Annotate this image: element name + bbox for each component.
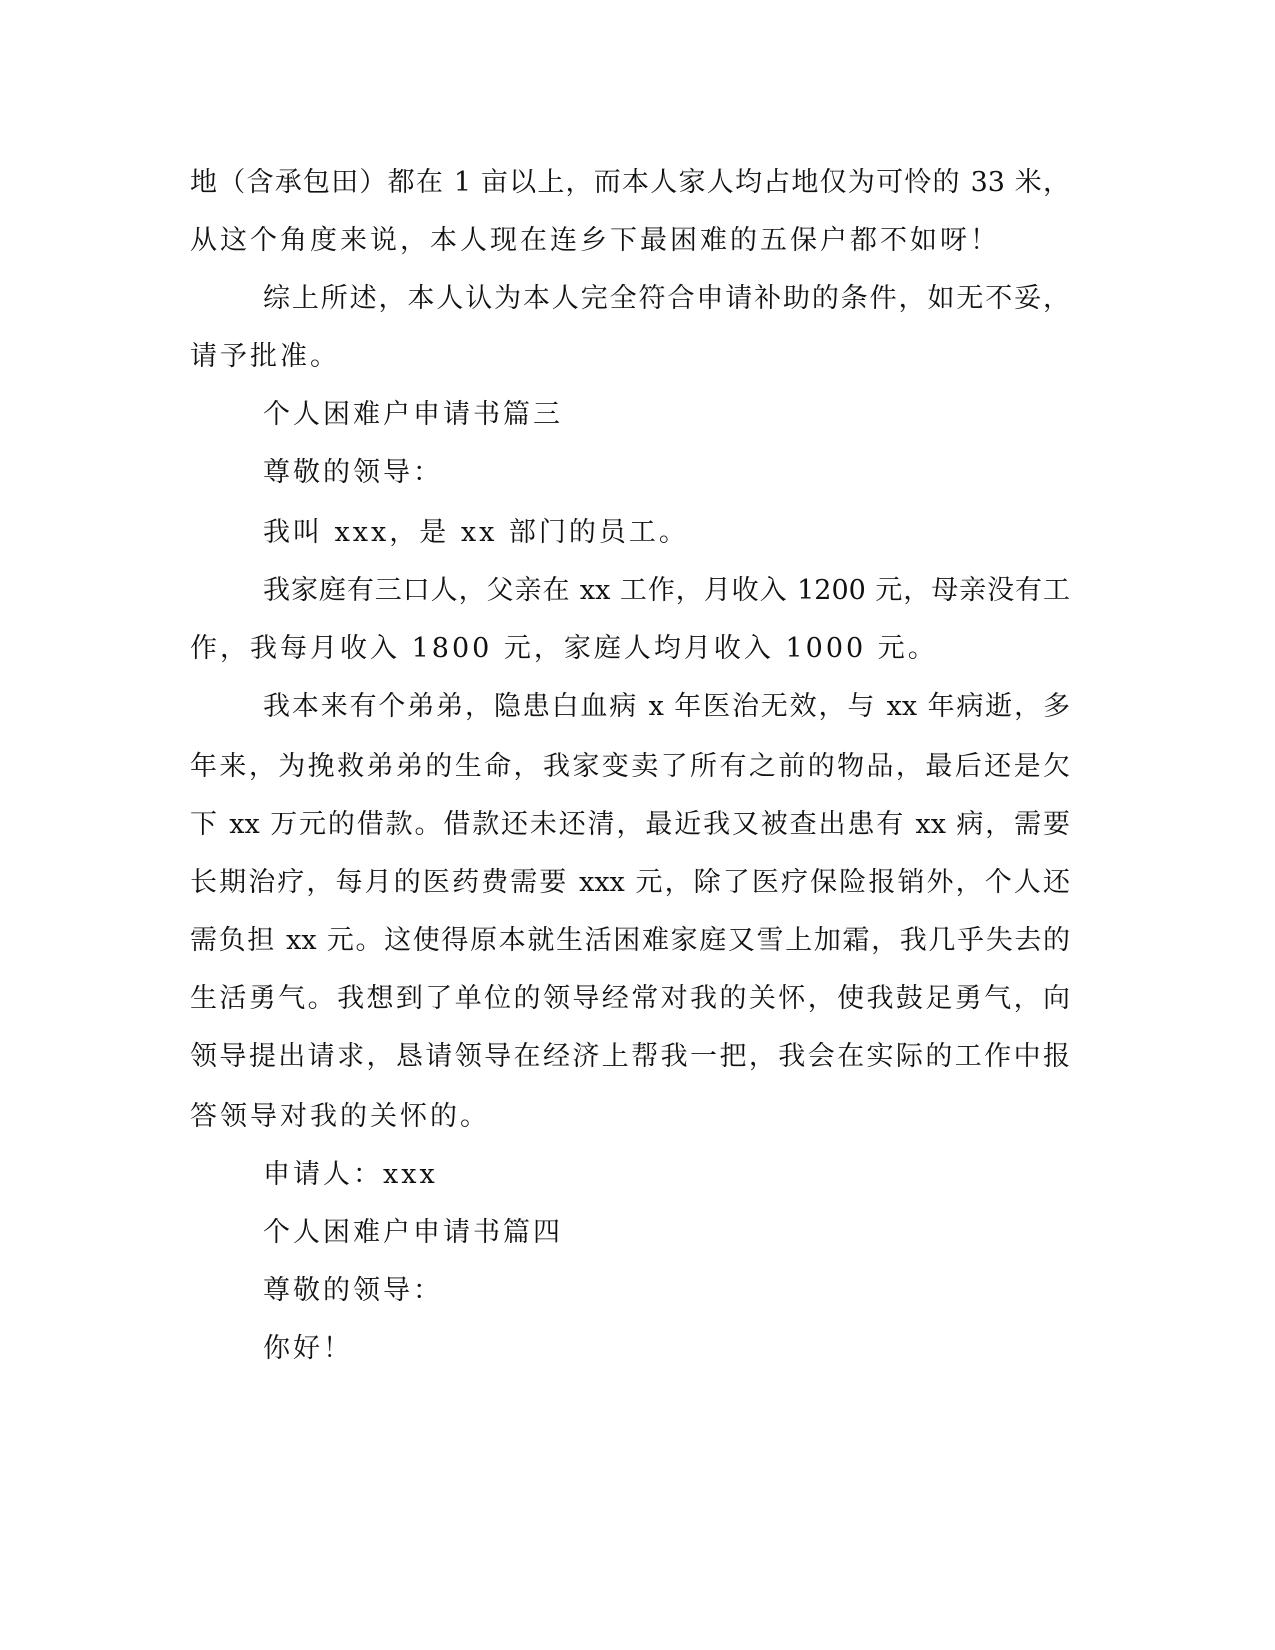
paragraph-line: 需负担 xx 元。这使得原本就生活困难家庭又雪上加霜，我几乎失去的 bbox=[190, 925, 1070, 956]
paragraph-line: 地（含承包田）都在 1 亩以上，而本人家人均占地仅为可怜的 33 米， bbox=[190, 167, 1070, 198]
paragraph-line: 年来，为挽救弟弟的生命，我家变卖了所有之前的物品，最后还是欠 bbox=[190, 751, 1070, 782]
paragraph-line: 作，我每月收入 1800 元，家庭人均月收入 1000 元。 bbox=[190, 633, 938, 664]
paragraph-line: 请予批准。 bbox=[190, 341, 340, 372]
paragraph-line: 长期治疗，每月的医药费需要 xxx 元，除了医疗保险报销外，个人还 bbox=[190, 867, 1070, 898]
paragraph-line: 综上所述，本人认为本人完全符合申请补助的条件，如无不妥， bbox=[263, 283, 1070, 314]
paragraph-line: 下 xx 万元的借款。借款还未还清，最近我又被查出患有 xx 病，需要 bbox=[190, 809, 1070, 840]
salutation: 尊敬的领导： bbox=[263, 457, 443, 488]
paragraph-line: 答领导对我的关怀的。 bbox=[190, 1101, 490, 1132]
paragraph-line: 领导提出请求，恳请领导在经济上帮我一把，我会在实际的工作中报 bbox=[190, 1041, 1070, 1072]
paragraph-line: 生活勇气。我想到了单位的领导经常对我的关怀，使我鼓足勇气，向 bbox=[190, 983, 1070, 1014]
section-heading: 个人困难户申请书篇四 bbox=[263, 1217, 563, 1248]
paragraph-line: 我叫 xxx，是 xx 部门的员工。 bbox=[263, 517, 689, 548]
paragraph-line: 我家庭有三口人，父亲在 xx 工作，月收入 1200 元，母亲没有工 bbox=[263, 575, 1070, 606]
greeting: 你好！ bbox=[263, 1333, 353, 1364]
paragraph-line: 我本来有个弟弟，隐患白血病 x 年医治无效，与 xx 年病逝，多 bbox=[263, 691, 1070, 722]
paragraph-line: 从这个角度来说，本人现在连乡下最困难的五保户都不如呀！ bbox=[190, 225, 1000, 256]
section-heading: 个人困难户申请书篇三 bbox=[263, 399, 563, 430]
signature-line: 申请人：xxx bbox=[263, 1159, 438, 1190]
salutation: 尊敬的领导： bbox=[263, 1275, 443, 1306]
